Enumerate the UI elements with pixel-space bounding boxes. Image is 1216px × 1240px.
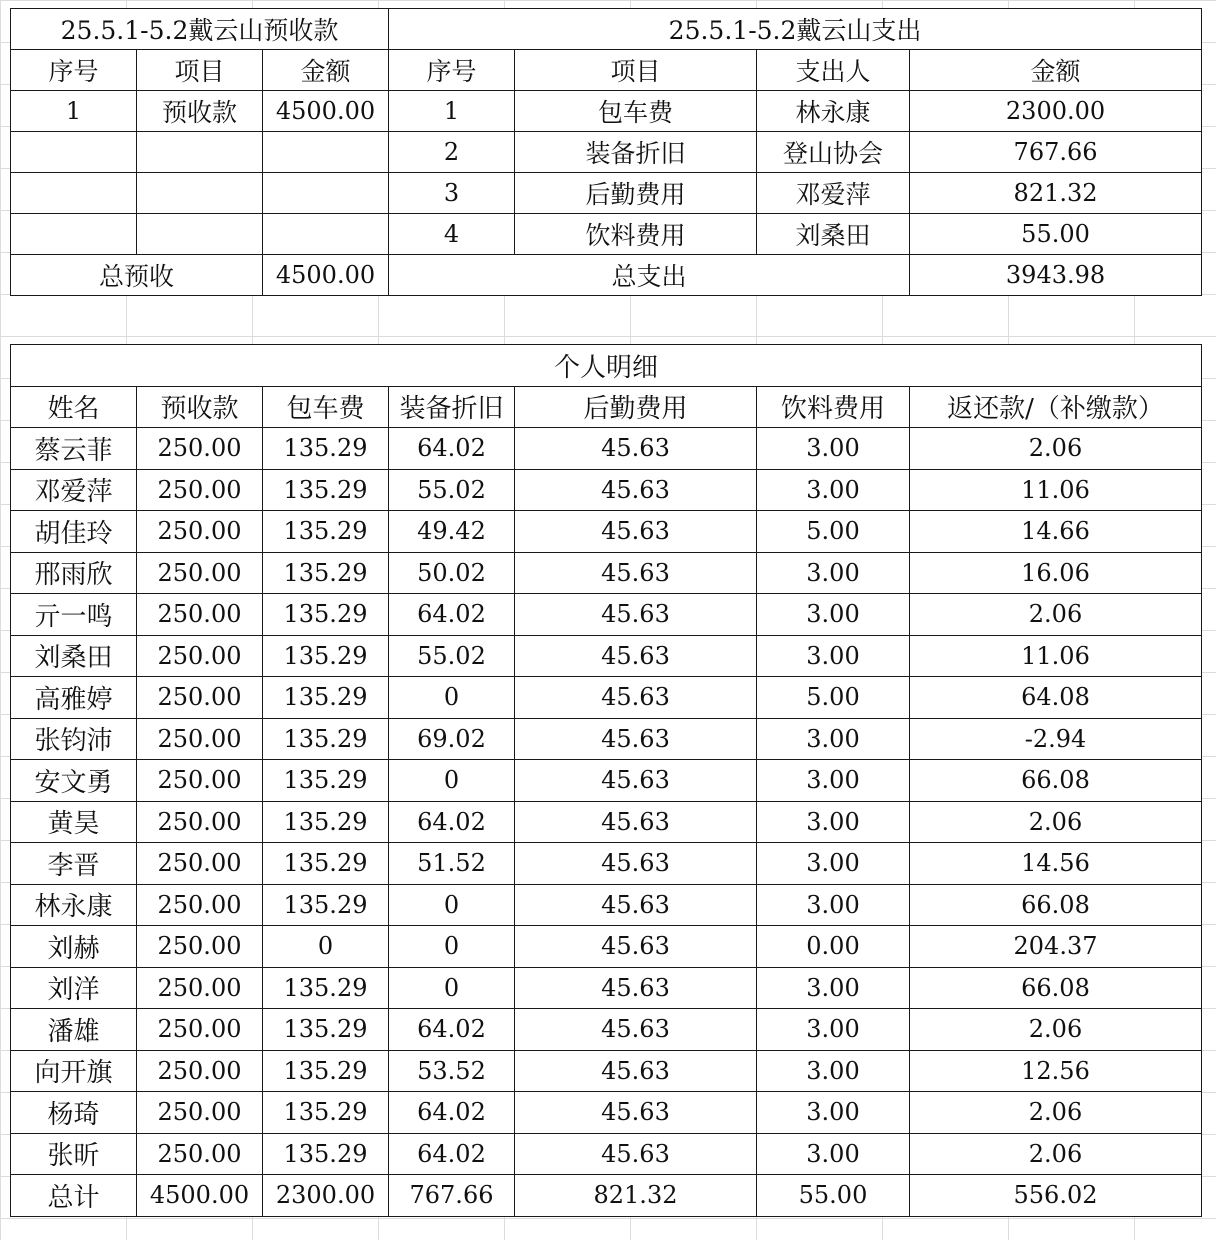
prepay-cell[interactable]: 250.00	[137, 843, 263, 885]
name-cell[interactable]: 胡佳玲	[11, 511, 137, 553]
drinks-cell[interactable]: 3.00	[757, 428, 910, 470]
bus-fee-cell[interactable]: 135.29	[263, 801, 389, 843]
name-cell[interactable]: 邓爱萍	[11, 469, 137, 511]
logistics-cell[interactable]: 45.63	[515, 511, 757, 553]
prepay-amount-cell[interactable]	[263, 173, 389, 214]
drinks-cell[interactable]: 3.00	[757, 635, 910, 677]
total-refund-cell[interactable]: 556.02	[910, 1175, 1202, 1217]
prepay-cell[interactable]: 250.00	[137, 1133, 263, 1175]
drinks-cell[interactable]: 3.00	[757, 801, 910, 843]
prepay-amount-cell[interactable]	[263, 214, 389, 255]
total-gear-cell[interactable]: 767.66	[389, 1175, 515, 1217]
gear-cell[interactable]: 64.02	[389, 428, 515, 470]
logistics-cell[interactable]: 45.63	[515, 884, 757, 926]
logistics-cell[interactable]: 45.63	[515, 760, 757, 802]
drinks-cell[interactable]: 3.00	[757, 884, 910, 926]
expense-amount-cell[interactable]: 55.00	[910, 214, 1202, 255]
drinks-cell[interactable]: 5.00	[757, 677, 910, 719]
bus-fee-cell[interactable]: 135.29	[263, 635, 389, 677]
gear-cell[interactable]: 51.52	[389, 843, 515, 885]
gear-cell[interactable]: 64.02	[389, 1092, 515, 1134]
prepay-cell[interactable]: 250.00	[137, 760, 263, 802]
name-cell[interactable]: 刘赫	[11, 926, 137, 968]
refund-cell[interactable]: 11.06	[910, 635, 1202, 677]
header-prepay-no[interactable]: 序号	[11, 50, 137, 91]
refund-cell[interactable]: 2.06	[910, 1009, 1202, 1051]
detail-title[interactable]: 个人明细	[11, 345, 1202, 387]
header-gear-depreciation[interactable]: 装备折旧	[389, 386, 515, 428]
header-logistics[interactable]: 后勤费用	[515, 386, 757, 428]
gear-cell[interactable]: 69.02	[389, 718, 515, 760]
bus-fee-cell[interactable]: 135.29	[263, 552, 389, 594]
name-cell[interactable]: 黄昊	[11, 801, 137, 843]
expense-item-cell[interactable]: 包车费	[515, 91, 757, 132]
prepay-item-cell[interactable]	[137, 132, 263, 173]
bus-fee-cell[interactable]: 135.29	[263, 594, 389, 636]
drinks-cell[interactable]: 3.00	[757, 718, 910, 760]
logistics-cell[interactable]: 45.63	[515, 635, 757, 677]
expense-payer-cell[interactable]: 林永康	[757, 91, 910, 132]
prepay-cell[interactable]: 250.00	[137, 594, 263, 636]
bus-fee-cell[interactable]: 135.29	[263, 1092, 389, 1134]
refund-cell[interactable]: 66.08	[910, 760, 1202, 802]
header-prepay[interactable]: 预收款	[137, 386, 263, 428]
total-prepay-label[interactable]: 总预收	[11, 255, 263, 296]
prepay-item-cell[interactable]	[137, 173, 263, 214]
table-row	[11, 1133, 1202, 1175]
logistics-cell[interactable]: 45.63	[515, 469, 757, 511]
total-prepay-value[interactable]: 4500.00	[263, 255, 389, 296]
prepay-title[interactable]: 25.5.1-5.2戴云山预收款	[11, 9, 389, 50]
expense-no-cell[interactable]: 4	[389, 214, 515, 255]
logistics-cell[interactable]: 45.63	[515, 594, 757, 636]
drinks-cell[interactable]: 3.00	[757, 1009, 910, 1051]
summary-total-row	[11, 255, 1202, 296]
prepay-cell[interactable]: 250.00	[137, 469, 263, 511]
table-row	[11, 594, 1202, 636]
expense-payer-cell[interactable]: 登山协会	[757, 132, 910, 173]
logistics-cell[interactable]: 45.63	[515, 801, 757, 843]
expense-item-cell[interactable]: 后勤费用	[515, 173, 757, 214]
header-expense-item[interactable]: 项目	[515, 50, 757, 91]
summary-row	[11, 132, 1202, 173]
drinks-cell[interactable]: 3.00	[757, 760, 910, 802]
gear-cell[interactable]: 53.52	[389, 1050, 515, 1092]
prepay-cell[interactable]: 250.00	[137, 635, 263, 677]
bus-fee-cell[interactable]: 135.29	[263, 884, 389, 926]
expense-payer-cell[interactable]: 刘桑田	[757, 214, 910, 255]
bus-fee-cell[interactable]: 135.29	[263, 967, 389, 1009]
table-row	[11, 511, 1202, 553]
gear-cell[interactable]: 0	[389, 967, 515, 1009]
name-cell[interactable]: 张昕	[11, 1133, 137, 1175]
header-drinks[interactable]: 饮料费用	[757, 386, 910, 428]
refund-cell[interactable]: 66.08	[910, 884, 1202, 926]
drinks-cell[interactable]: 3.00	[757, 1050, 910, 1092]
prepay-cell[interactable]: 250.00	[137, 801, 263, 843]
gear-cell[interactable]: 50.02	[389, 552, 515, 594]
table-row	[11, 552, 1202, 594]
drinks-cell[interactable]: 0.00	[757, 926, 910, 968]
prepay-item-cell[interactable]	[137, 214, 263, 255]
name-cell[interactable]: 张钧沛	[11, 718, 137, 760]
logistics-cell[interactable]: 45.63	[515, 718, 757, 760]
total-prepay-cell[interactable]: 4500.00	[137, 1175, 263, 1217]
detail-total-row	[11, 1175, 1202, 1217]
total-logistics-cell[interactable]: 821.32	[515, 1175, 757, 1217]
name-cell[interactable]: 刘洋	[11, 967, 137, 1009]
detail-body	[11, 428, 1202, 1175]
gear-cell[interactable]: 55.02	[389, 469, 515, 511]
bus-fee-cell[interactable]: 135.29	[263, 1009, 389, 1051]
refund-cell[interactable]: 14.66	[910, 511, 1202, 553]
prepay-cell[interactable]: 250.00	[137, 511, 263, 553]
table-row	[11, 718, 1202, 760]
table-row	[11, 1050, 1202, 1092]
logistics-cell[interactable]: 45.63	[515, 1050, 757, 1092]
prepay-no-cell[interactable]	[11, 214, 137, 255]
header-bus-fee[interactable]: 包车费	[263, 386, 389, 428]
bus-fee-cell[interactable]: 135.29	[263, 760, 389, 802]
total-name-cell[interactable]: 总计	[11, 1175, 137, 1217]
bus-fee-cell[interactable]: 135.29	[263, 1050, 389, 1092]
prepay-no-cell[interactable]	[11, 173, 137, 214]
summary-row	[11, 91, 1202, 132]
table-row	[11, 1092, 1202, 1134]
gear-cell[interactable]: 64.02	[389, 1009, 515, 1051]
table-row	[11, 967, 1202, 1009]
summary-header-row	[11, 50, 1202, 91]
prepay-cell[interactable]: 250.00	[137, 1092, 263, 1134]
refund-cell[interactable]: 66.08	[910, 967, 1202, 1009]
expense-no-cell[interactable]: 2	[389, 132, 515, 173]
table-row	[11, 760, 1202, 802]
name-cell[interactable]: 潘雄	[11, 1009, 137, 1051]
drinks-cell[interactable]: 3.00	[757, 552, 910, 594]
expense-no-cell[interactable]: 3	[389, 173, 515, 214]
logistics-cell[interactable]: 45.63	[515, 677, 757, 719]
refund-cell[interactable]: 12.56	[910, 1050, 1202, 1092]
summary-table	[10, 8, 1202, 296]
bus-fee-cell[interactable]: 135.29	[263, 1133, 389, 1175]
drinks-cell[interactable]: 3.00	[757, 1092, 910, 1134]
logistics-cell[interactable]: 45.63	[515, 1009, 757, 1051]
drinks-cell[interactable]: 3.00	[757, 469, 910, 511]
refund-cell[interactable]: 2.06	[910, 1092, 1202, 1134]
table-row	[11, 469, 1202, 511]
prepay-amount-cell[interactable]: 4500.00	[263, 91, 389, 132]
bus-fee-cell[interactable]: 135.29	[263, 469, 389, 511]
name-cell[interactable]: 高雅婷	[11, 677, 137, 719]
prepay-cell[interactable]: 250.00	[137, 552, 263, 594]
table-row	[11, 677, 1202, 719]
refund-cell[interactable]: 64.08	[910, 677, 1202, 719]
gear-cell[interactable]: 55.02	[389, 635, 515, 677]
gear-cell[interactable]: 64.02	[389, 1133, 515, 1175]
prepay-cell[interactable]: 250.00	[137, 1009, 263, 1051]
expense-amount-cell[interactable]: 767.66	[910, 132, 1202, 173]
prepay-no-cell[interactable]	[11, 132, 137, 173]
logistics-cell[interactable]: 45.63	[515, 967, 757, 1009]
expense-item-cell[interactable]: 饮料费用	[515, 214, 757, 255]
header-expense-no[interactable]: 序号	[389, 50, 515, 91]
expense-item-cell[interactable]: 装备折旧	[515, 132, 757, 173]
detail-title-row	[11, 345, 1202, 387]
refund-cell[interactable]: 11.06	[910, 469, 1202, 511]
table-row	[11, 926, 1202, 968]
refund-cell[interactable]: 16.06	[910, 552, 1202, 594]
name-cell[interactable]: 蔡云菲	[11, 428, 137, 470]
prepay-cell[interactable]: 250.00	[137, 1050, 263, 1092]
expense-no-cell[interactable]: 1	[389, 91, 515, 132]
drinks-cell[interactable]: 3.00	[757, 843, 910, 885]
prepay-cell[interactable]: 250.00	[137, 967, 263, 1009]
summary-title-row	[11, 9, 1202, 50]
name-cell[interactable]: 林永康	[11, 884, 137, 926]
refund-cell[interactable]: 204.37	[910, 926, 1202, 968]
table-row	[11, 1009, 1202, 1051]
detail-header-row	[11, 386, 1202, 428]
name-cell[interactable]: 向开旗	[11, 1050, 137, 1092]
drinks-cell[interactable]: 3.00	[757, 967, 910, 1009]
prepay-item-cell[interactable]: 预收款	[137, 91, 263, 132]
prepay-no-cell[interactable]: 1	[11, 91, 137, 132]
name-cell[interactable]: 杨琦	[11, 1092, 137, 1134]
summary-row	[11, 173, 1202, 214]
logistics-cell[interactable]: 45.63	[515, 552, 757, 594]
expense-amount-cell[interactable]: 821.32	[910, 173, 1202, 214]
prepay-cell[interactable]: 250.00	[137, 884, 263, 926]
name-cell[interactable]: 亓一鸣	[11, 594, 137, 636]
refund-cell[interactable]: 2.06	[910, 428, 1202, 470]
expense-payer-cell[interactable]: 邓爱萍	[757, 173, 910, 214]
drinks-cell[interactable]: 3.00	[757, 1133, 910, 1175]
name-cell[interactable]: 刘桑田	[11, 635, 137, 677]
bus-fee-cell[interactable]: 135.29	[263, 511, 389, 553]
header-expense-amount[interactable]: 金额	[910, 50, 1202, 91]
header-prepay-amount[interactable]: 金额	[263, 50, 389, 91]
logistics-cell[interactable]: 45.63	[515, 428, 757, 470]
gear-cell[interactable]: 0	[389, 760, 515, 802]
name-cell[interactable]: 李晋	[11, 843, 137, 885]
header-name[interactable]: 姓名	[11, 386, 137, 428]
prepay-cell[interactable]: 250.00	[137, 677, 263, 719]
table-row	[11, 843, 1202, 885]
refund-cell[interactable]: 2.06	[910, 801, 1202, 843]
gear-cell[interactable]: 0	[389, 926, 515, 968]
total-expense-value[interactable]: 3943.98	[910, 255, 1202, 296]
header-prepay-item[interactable]: 项目	[137, 50, 263, 91]
logistics-cell[interactable]: 45.63	[515, 926, 757, 968]
table-row	[11, 428, 1202, 470]
expense-title[interactable]: 25.5.1-5.2戴云山支出	[389, 9, 1202, 50]
bus-fee-cell[interactable]: 135.29	[263, 428, 389, 470]
gear-cell[interactable]: 64.02	[389, 594, 515, 636]
summary-row	[11, 214, 1202, 255]
total-expense-label[interactable]: 总支出	[389, 255, 910, 296]
name-cell[interactable]: 安文勇	[11, 760, 137, 802]
header-expense-payer[interactable]: 支出人	[757, 50, 910, 91]
header-refund[interactable]: 返还款/（补缴款）	[910, 386, 1202, 428]
table-row	[11, 635, 1202, 677]
gear-cell[interactable]: 0	[389, 677, 515, 719]
refund-cell[interactable]: 2.06	[910, 1133, 1202, 1175]
refund-cell[interactable]: 14.56	[910, 843, 1202, 885]
bus-fee-cell[interactable]: 135.29	[263, 677, 389, 719]
logistics-cell[interactable]: 45.63	[515, 1092, 757, 1134]
prepay-amount-cell[interactable]	[263, 132, 389, 173]
expense-amount-cell[interactable]: 2300.00	[910, 91, 1202, 132]
empty-row-gap[interactable]	[10, 303, 1201, 344]
personal-detail-table	[10, 344, 1202, 1217]
prepay-cell[interactable]: 250.00	[137, 926, 263, 968]
gear-cell[interactable]: 49.42	[389, 511, 515, 553]
bus-fee-cell[interactable]: 0	[263, 926, 389, 968]
drinks-cell[interactable]: 3.00	[757, 594, 910, 636]
table-row	[11, 884, 1202, 926]
refund-cell[interactable]: 2.06	[910, 594, 1202, 636]
prepay-cell[interactable]: 250.00	[137, 428, 263, 470]
logistics-cell[interactable]: 45.63	[515, 1133, 757, 1175]
gear-cell[interactable]: 0	[389, 884, 515, 926]
drinks-cell[interactable]: 5.00	[757, 511, 910, 553]
total-drinks-cell[interactable]: 55.00	[757, 1175, 910, 1217]
bus-fee-cell[interactable]: 135.29	[263, 718, 389, 760]
gear-cell[interactable]: 64.02	[389, 801, 515, 843]
total-bus-cell[interactable]: 2300.00	[263, 1175, 389, 1217]
name-cell[interactable]: 邢雨欣	[11, 552, 137, 594]
prepay-cell[interactable]: 250.00	[137, 718, 263, 760]
logistics-cell[interactable]: 45.63	[515, 843, 757, 885]
table-row	[11, 801, 1202, 843]
bus-fee-cell[interactable]: 135.29	[263, 843, 389, 885]
refund-cell[interactable]: -2.94	[910, 718, 1202, 760]
